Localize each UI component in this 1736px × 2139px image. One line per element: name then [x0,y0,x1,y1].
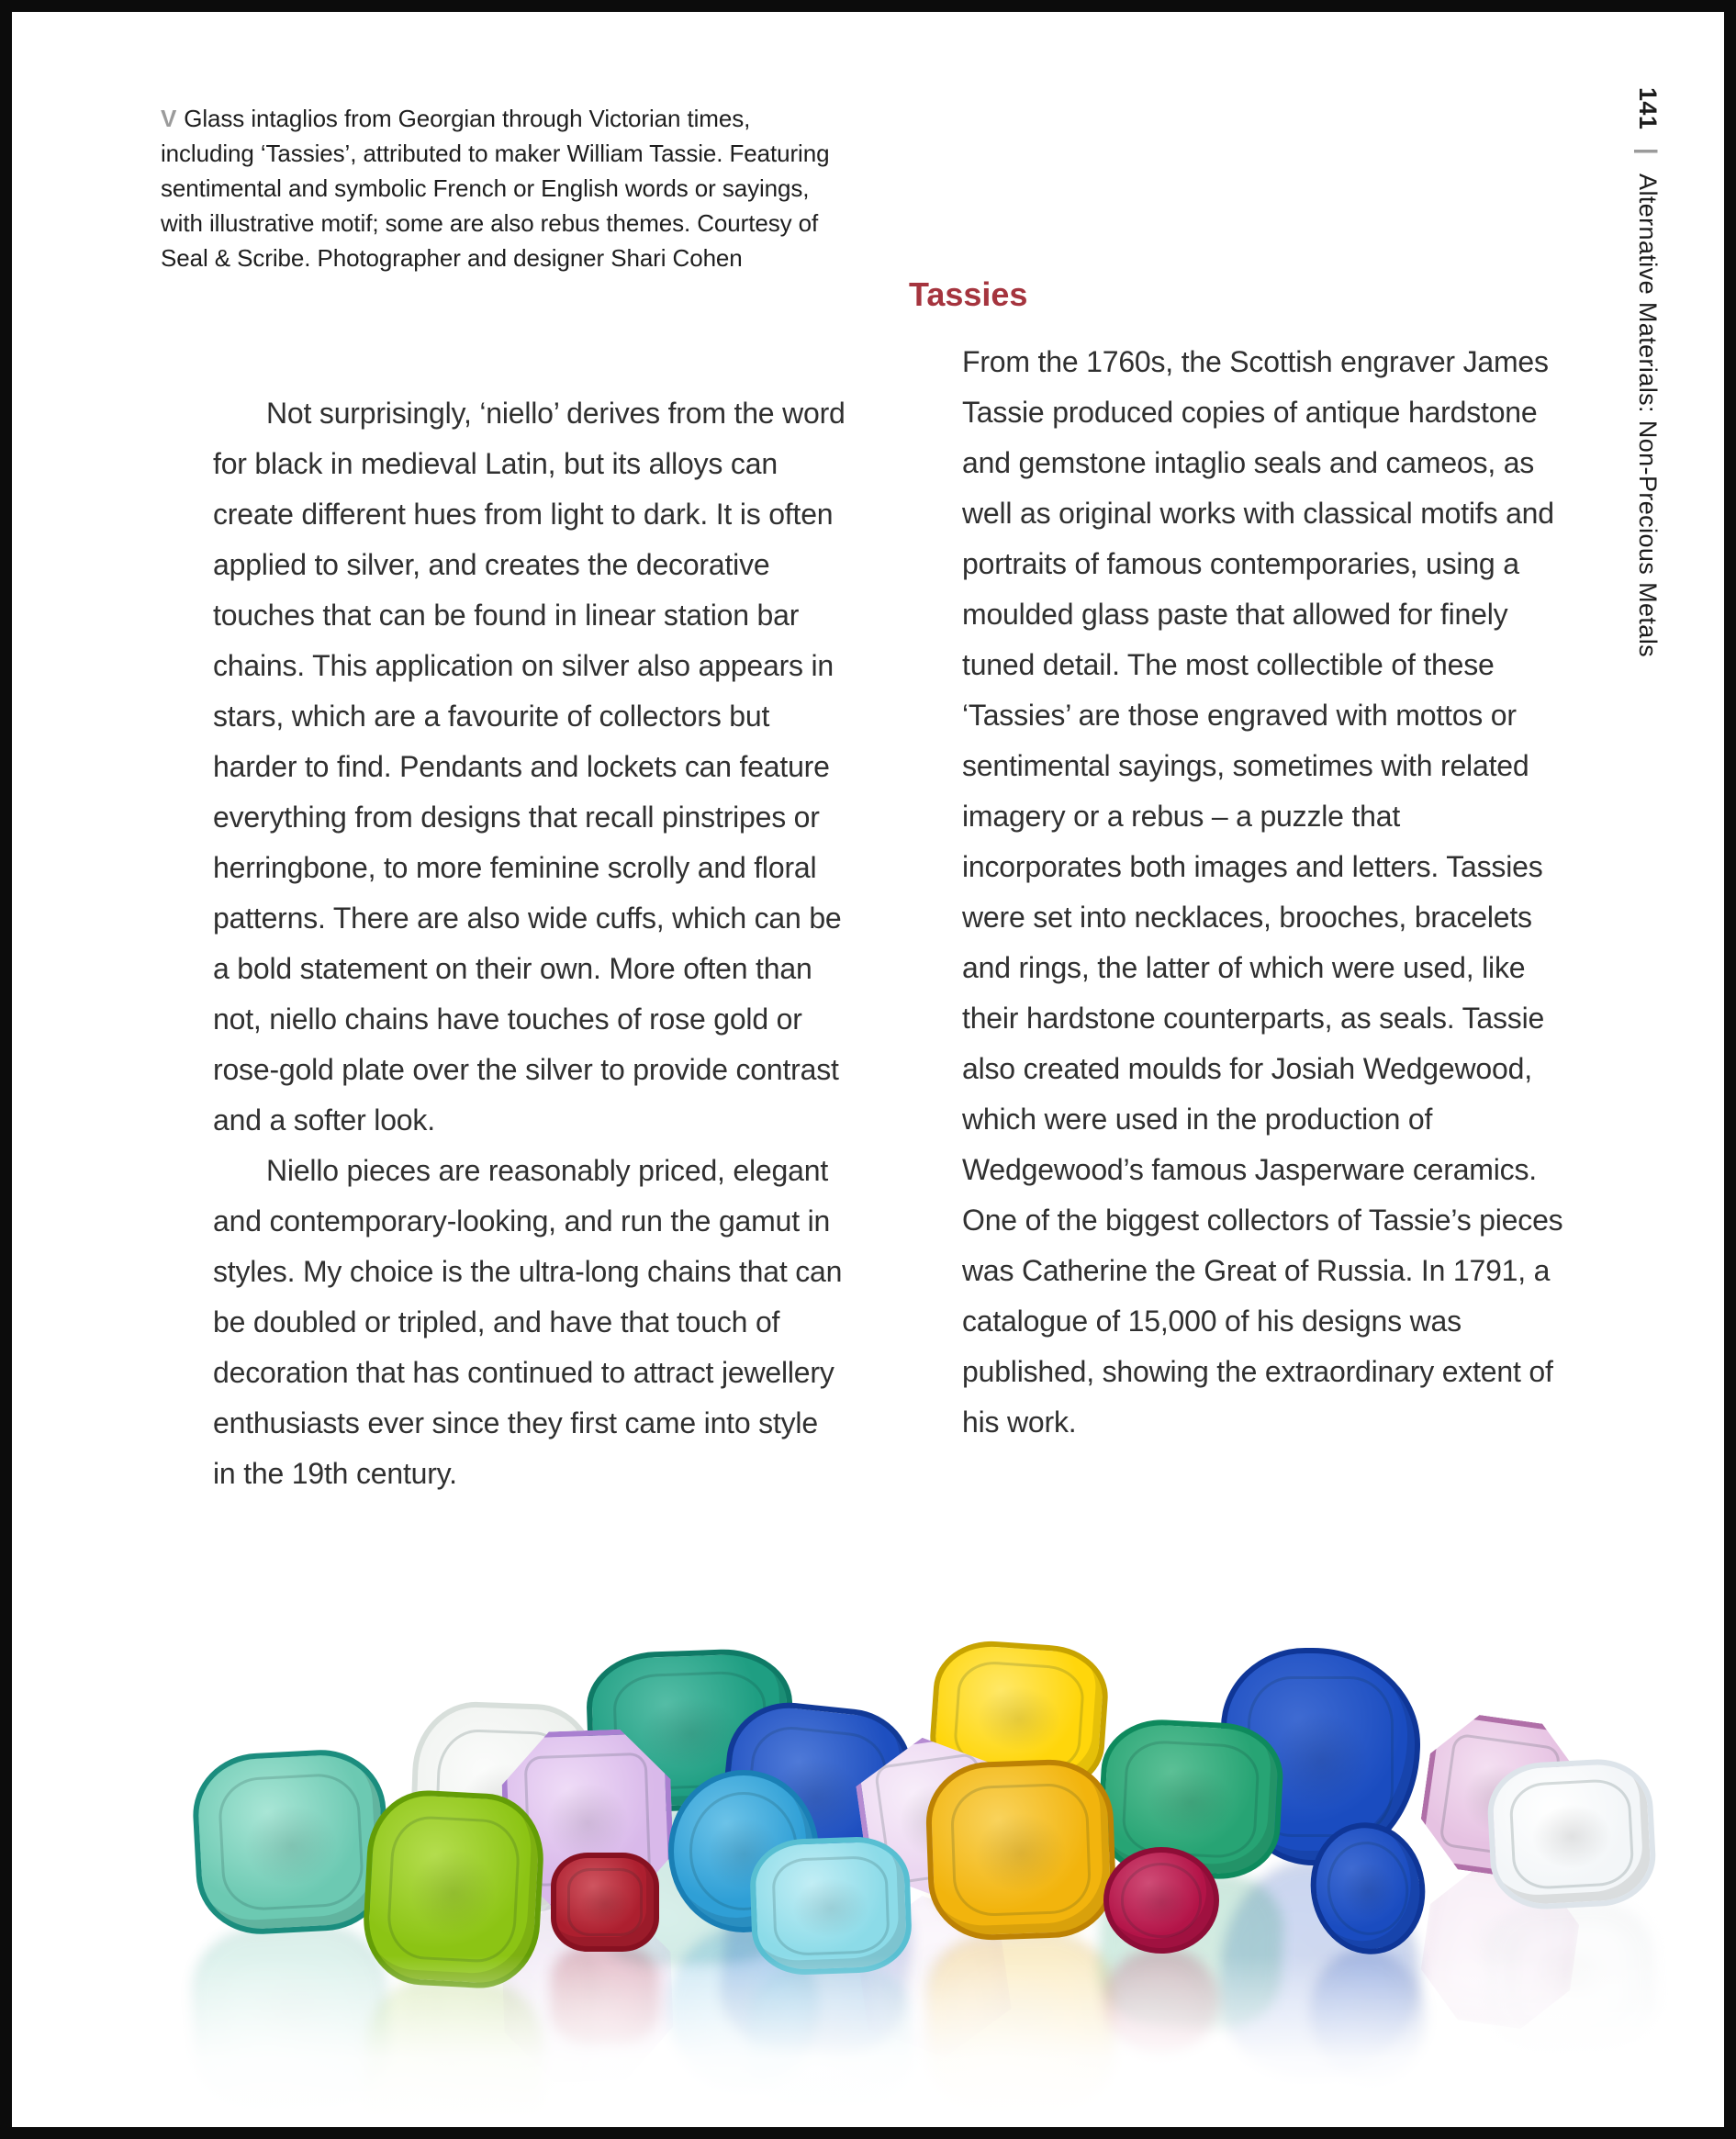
down-arrow-icon: V [161,105,177,132]
intaglios-photo [12,1639,1724,2127]
photo-caption [161,101,849,275]
photo-caption-text: Glass intaglios from Georgian through Victorian times, including ‘Tassies’, attributed to maker William Tassie. Featuring sentimental and symbolic French or English words or sayings, with illustrative motif; some are also rebus themes. Courtesy of Seal & Scribe. Photographer and designer Shari Cohen [161,105,830,272]
paragraph-tassies: From the 1760s, the Scottish engraver James Tassie produced copies of antique hardstone and gemstone intaglio seals and cameos, as well as original works with classical motifs and portraits of famous contemporaries, using a moulded glass paste that allowed for finely tuned detail. The most collectible of these ‘Tassies’ are those engraved with mottos or sentimental sayings, sometimes with related imagery or a rebus – a puzzle that incorporates both images and letters. Tassies were set into necklaces, brooches, bracelets and rings, the latter of which were used, like their hardstone counterparts, as seals. Tassie also created moulds for Josiah Wedgewood, which were used in the production of Wedgewood’s famous Jasperware ceramics. One of the biggest collectors of Tassie’s pieces was Catherine the Great of Russia. In 1791, a catalogue of 15,000 of his designs was published, showing the extraordinary extent of his work. [962,345,1563,1439]
right-column [909,276,1566,1448]
paragraph-niello-1: Not surprisingly, ‘niello’ derives from the word for black in medieval Latin, but its alloys can create different hues from light to dark. It is often applied to silver, and creates the decorative touches that can be found in linear station bar chains. This application on silver also appears in stars, which are a favourite of collectors but harder to find. Pendants and lockets can feature everything from designs that recall pinstripes or herringbone, to more feminine scrolly and floral patterns. There are also wide cuffs, which can be a bold statement on their own. More often than not, niello chains have touches of rose gold or rose-gold plate over the silver to provide contrast and a softer look. [213,397,846,1137]
intaglio-seal-clear-right [1485,1756,1658,1911]
page-margin-label [1633,87,1662,657]
paragraph-niello-2: Niello pieces are reasonably priced, elegant and contemporary-looking, and run the gamut in styles. My choice is the ultra-long chains that can be doubled or tripled, and have that touch of decoration that has continued to attract jewellery enthusiasts ever since they first came into style in the 19th century. [213,1154,843,1490]
section-heading-tassies: Tassies [909,275,1028,313]
reflection-fade [12,1955,1724,2127]
intaglio-seal-amber [924,1757,1118,1942]
intaglio-seal-teal-horse [190,1747,392,1938]
left-column [213,388,848,1499]
page-number: 141 [1634,87,1662,130]
margin-separator: | [1634,148,1662,156]
intaglio-seal-red-small [551,1853,659,1952]
chapter-title: Alternative Materials: Non-Precious Metals [1634,174,1662,658]
book-page [12,12,1724,2127]
intaglio-seal-crimson [1103,1847,1219,1954]
